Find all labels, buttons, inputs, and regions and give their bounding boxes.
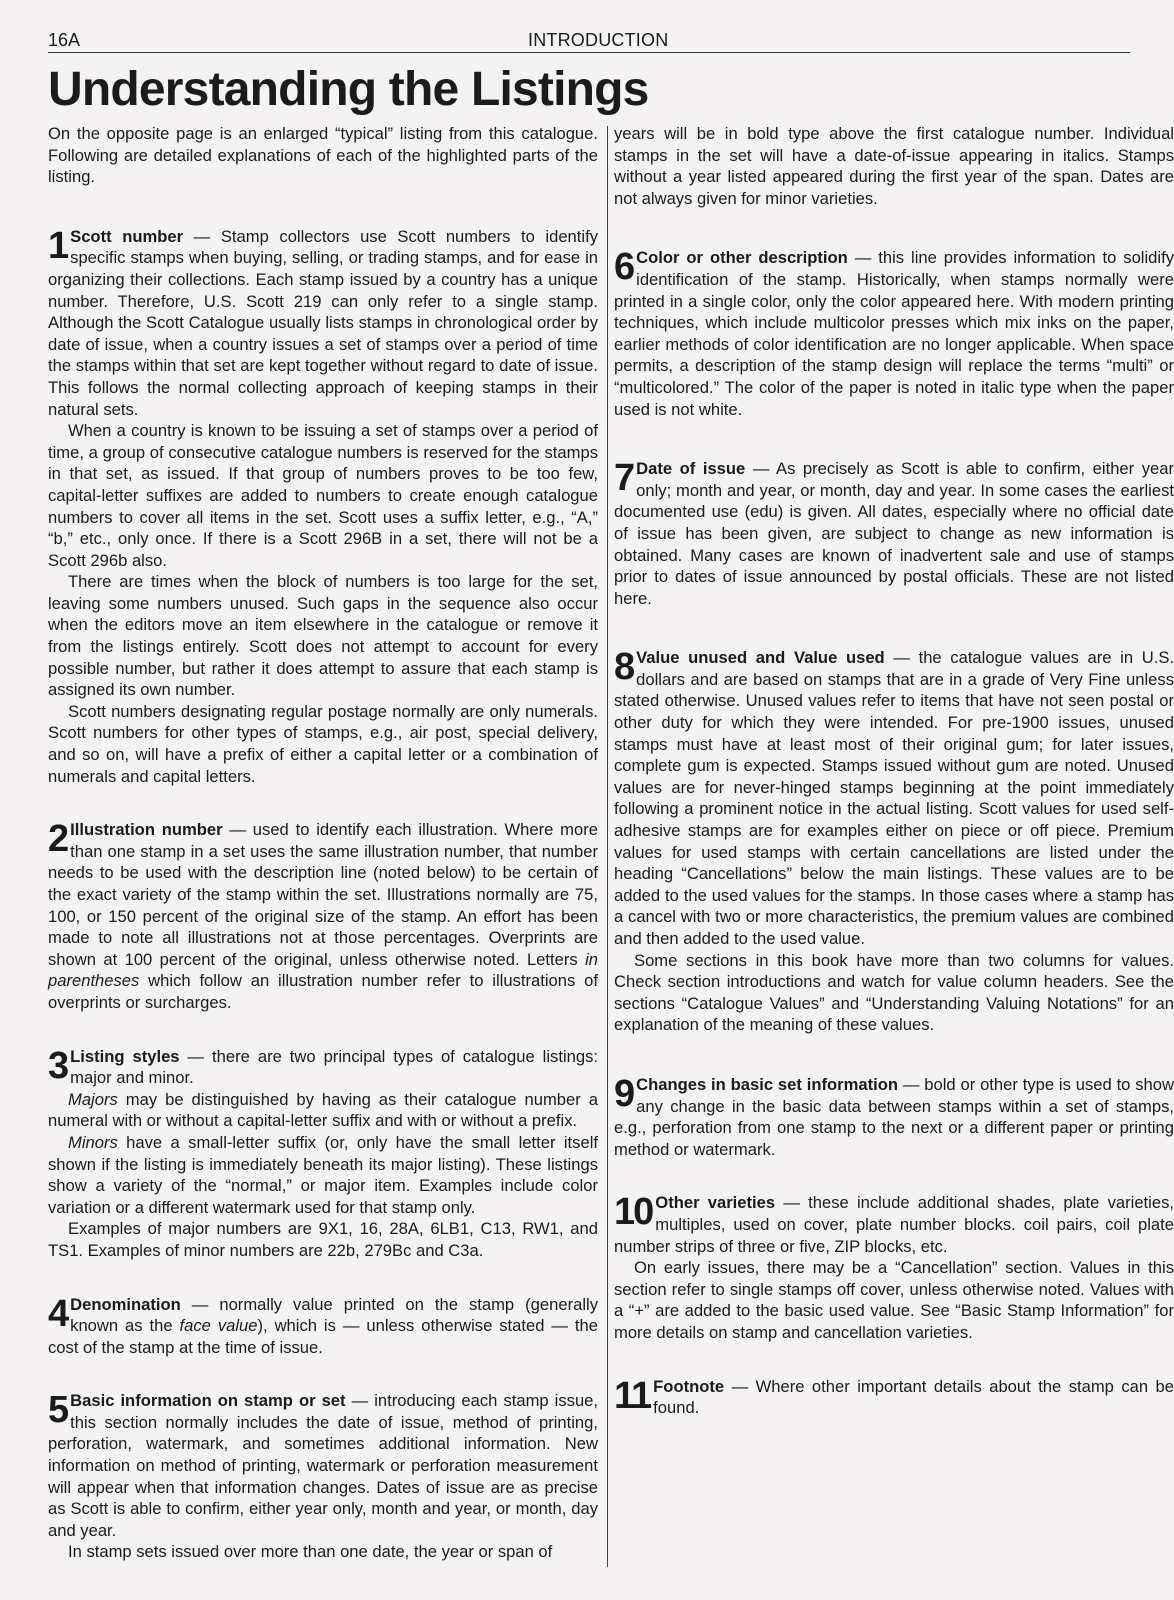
section-heading: Color or other description	[636, 248, 848, 268]
section-number: 1	[48, 224, 68, 267]
section-text-italic: Minors	[68, 1132, 118, 1152]
section-heading: Value unused and Value used	[636, 648, 885, 668]
section-footnote	[614, 1376, 1174, 1419]
section-text: Scott numbers designating regular postage normally are only numerals. Scott numbers for other types of stamps, e.g., air post, special delivery, and so on, will have a prefix of either a capital letter or a combination of numerals and capital letters.	[48, 701, 598, 786]
section-text: Examples of major numbers are 9X1, 16, 28A, 6LB1, C13, RW1, and TS1. Examples of minor numbers are 22b, 279Bc and C3a.	[48, 1219, 598, 1260]
section-text: which follow an illustration number refer to illustrations of overprints or surcharges.	[48, 971, 598, 1012]
section-number: 4	[48, 1292, 68, 1335]
section-text: There are times when the block of numbers is too large for the set, leaving some numbers unused. Such gaps in the sequence also occur when the editors move an item elsewhere in the catalogue or remove it from the listings entirely. Scott does not attempt to account for every possible number, but rather it does attempt to assure that each stamp is assigned its own number.	[48, 572, 598, 700]
section-number: 2	[48, 818, 68, 861]
section-basic-information	[48, 1390, 598, 1563]
section-text: may be distinguished by having as their catalogue number a numeral with or without a capital-letter suffix and with or without a prefix.	[48, 1089, 598, 1131]
right-column	[614, 123, 1174, 1419]
section-text: — bold or other type is used to show any change in the basic data between stamps within a set of stamps, e.g., perforation from one stamp to the next or a different paper or printing method or watermark.	[614, 1074, 1174, 1159]
section-changes-basic-set	[614, 1074, 1174, 1160]
section-heading: Basic information on stamp or set	[70, 1391, 346, 1411]
section-text: — used to identify each illustration. Where more than one stamp in a set uses the same illustration number, that number needs to be used with the description line (noted below) to be certain of the exact variety of the stamp within the set. Illustrations normally are 75, 100, or 150 percent of the original size of the stamp. An effort has been made to note all illustrations not at those percentages. Overprints are shown at 100 percent of the original, unless otherwise noted. Letters	[48, 820, 598, 969]
intro-paragraph: On the opposite page is an enlarged “typical” listing from this catalogue. Following are detailed explanations of each of the highlighted parts of the listing.	[48, 124, 598, 187]
header-rule	[48, 52, 1130, 53]
section-text: — Where other important details about the stamp can be found.	[653, 1376, 1174, 1418]
section-text: — there are two principal types of catalogue listings: major and minor.	[70, 1046, 599, 1088]
section-text: Some sections in this book have more than two columns for values. Check section introductions and watch for value column headers. See the sections “Catalogue Values” and “Understanding Valuing Notations” for an explanation of the meaning of these values.	[614, 950, 1174, 1035]
section-text: On early issues, there may be a “Cancellation” section. Values in this section refer to single stamps off cover, unless otherwise noted. Values with a “+” are added to the basic used value. See “Basic Stamp Information” for more details on stamp and cancellation varieties.	[614, 1258, 1174, 1342]
section-number: 10	[614, 1191, 653, 1234]
section-text: — the catalogue values are in U.S. dollars and are based on stamps that are in a grade of Very Fine unless stated otherwise. Unused values refer to items that have not seen postal or other duty for which they were intended. For pre-1900 issues, unused stamps must have at least most of their original gum; for later issues, complete gum is expected. Stamps issued without gum are noted. Unused values are for never-hinged stamps beginning at the point immediately following a prominent notice in the actual listing. Scott values for used self-adhesive stamps are for examples either on piece or off piece. Premium values for used stamps with certain cancellations are listed under the heading “Cancellations” below the main listings. These values are to be added to the used values for the stamps. In those cases where a stamp has a cancel with two or more characteristics, the premium values are combined and then added to the used value.	[614, 648, 1174, 948]
section-number: 9	[614, 1072, 634, 1115]
section-text: — this line provides information to solidify identification of the stamp. Historically, when stamps normally were printed in a single color, only the color appeared here. With modern printing techniques, which include multicolor presses which mix inks on the paper, earlier methods of color identification are no longer applicable. When space permits, a description of the stamp design will replace the terms “multi” or “multicolored.” The color of the paper is noted in italic type when the paper used is not white.	[614, 248, 1174, 419]
section-scott-number	[48, 226, 598, 787]
section-listing-styles	[48, 1046, 598, 1262]
section-text-italic: face value	[179, 1316, 258, 1336]
section-text: — these include additional shades, plate varieties, multiples, used on cover, plate number blocks. coil pairs, coil plate number strips of three or five, ZIP blocks, etc.	[614, 1193, 1174, 1256]
section-number: 5	[48, 1389, 68, 1432]
section-text: have a small-letter suffix (or, only have the small letter itself shown if the listing is immediately beneath its major listing). These listings show a variety of the “normal,” or major item. Examples include color variation or a different watermark used for that stamp only.	[48, 1132, 598, 1217]
section-heading: Illustration number	[70, 820, 223, 840]
section-heading: Other varieties	[655, 1193, 776, 1213]
section-text: In stamp sets issued over more than one date, the year or span of	[68, 1542, 553, 1562]
section-heading: Scott number	[70, 226, 184, 246]
section-heading: Listing styles	[70, 1046, 180, 1066]
section-text: ), which is — unless otherwise stated — the cost of the stamp at the time of issue.	[48, 1316, 598, 1357]
section-color-description	[614, 247, 1174, 420]
column-divider	[607, 126, 608, 1567]
section-title: INTRODUCTION	[528, 30, 669, 50]
section-values	[614, 647, 1174, 1036]
section-denomination	[48, 1294, 598, 1359]
section-text: When a country is known to be issuing a set of stamps over a period of time, a group of consecutive catalogue numbers is reserved for the stamps in that set, as issued. If that group of numbers proves to be too few, capital-letter suffixes are added to numbers to create enough catalogue numbers to cover all items in the set. Scott uses a suffix letter, e.g., “A,” “b,” etc., only once. If there is a Scott 296B in a set, there will not be a Scott 296b also.	[48, 421, 598, 570]
page-number: 16A	[48, 30, 81, 50]
section-text-italic: in parentheses	[48, 949, 598, 991]
section-number: 11	[614, 1374, 651, 1417]
section-heading: Denomination	[70, 1294, 181, 1314]
section-text-continued: years will be in bold type above the first catalogue number. Individual stamps in the set will have a date-of-issue appearing in italics. Stamps without a year listed appeared during the first year of the span. Dates are not always given for minor varieties.	[614, 124, 1174, 208]
running-header	[48, 30, 1130, 52]
section-number: 6	[614, 246, 634, 289]
section-text: — Stamp collectors use Scott numbers to identify specific stamps when buying, selling, or trading stamps, and for ease in organizing their collections. Each stamp issued by a country has a unique number. Therefore, U.S. Scott 219 can only refer to a single stamp. Although the Scott Catalogue usually lists stamps in chronological order by date of issue, when a country issues a set of stamps over a period of time the stamps within that set are kept together without regard to date of issue. This follows the normal collecting approach of keeping stamps in their natural sets.	[48, 226, 598, 419]
section-illustration-number	[48, 819, 598, 1013]
section-number: 3	[48, 1044, 68, 1087]
section-text: — normally value printed on the stamp (generally known as the	[70, 1294, 598, 1336]
section-text: — introducing each stamp issue, this section normally includes the date of issue, method of printing, perforation, watermark, and sometimes additional information. New information on method of printing, watermark or perforation measurement will appear when that information changes. Dates of issue are as precise as Scott is able to confirm, either year only, month and year, or month, day and year.	[48, 1391, 599, 1540]
section-heading: Changes in basic set information	[636, 1074, 898, 1094]
section-text: — As precisely as Scott is able to confirm, either year only; month and year, or month, day and year. In some cases the earliest documented use (edu) is given. All dates, especially where no official date of issue has been given, are subject to change as new information is obtained. Many cases are known of inadvertent sale and use of stamps prior to dates of issue announced by postal officials. These are not listed here.	[614, 459, 1174, 608]
section-other-varieties	[614, 1192, 1174, 1343]
section-heading: Footnote	[653, 1376, 725, 1396]
page-title: Understanding the Listings	[48, 63, 649, 116]
section-number: 8	[614, 646, 634, 689]
section-heading: Date of issue	[636, 459, 746, 479]
section-number: 7	[614, 457, 634, 500]
section-text-italic: Majors	[68, 1089, 118, 1109]
left-column	[48, 123, 598, 1563]
section-date-of-issue	[614, 458, 1174, 609]
